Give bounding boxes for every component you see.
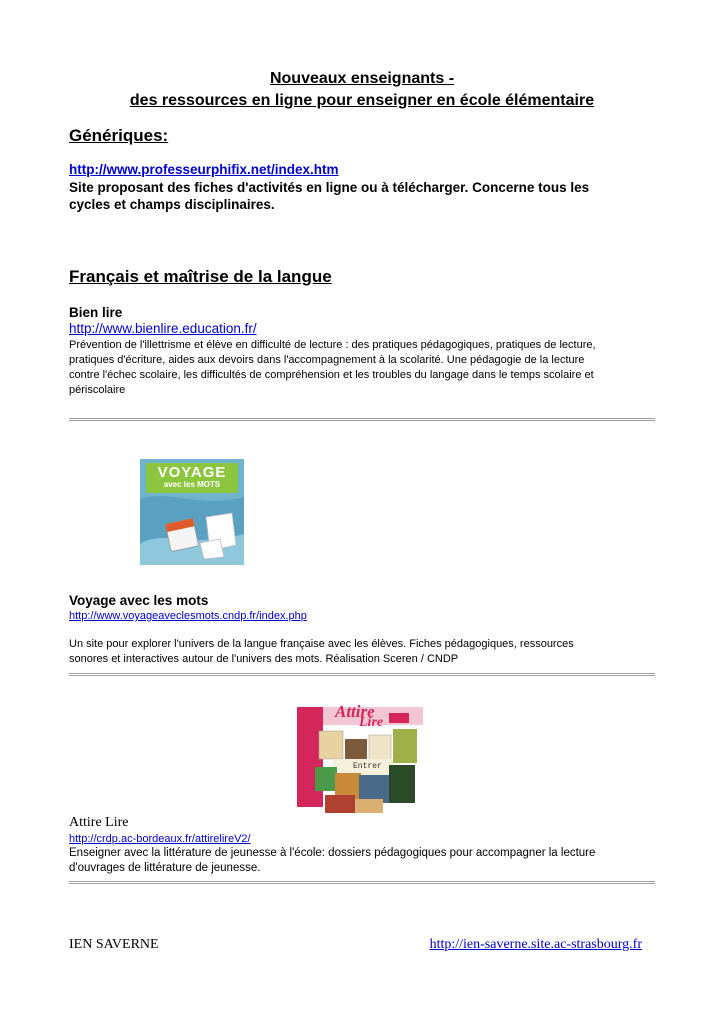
attire-desc-line-1: Enseigner avec la littérature de jeunesse à l'école: dossiers pédagogiques pour accompagner la lecture bbox=[69, 847, 596, 859]
bienlire-desc-line-4: périscolaire bbox=[69, 384, 126, 396]
footer-left-text: IEN SAVERNE bbox=[69, 937, 159, 952]
voyage-description bbox=[69, 637, 659, 667]
footer-site-link[interactable]: http://ien-saverne.site.ac-strasbourg.fr bbox=[429, 937, 642, 952]
attire-title: Attire Lire bbox=[69, 815, 129, 830]
bienlire-description bbox=[69, 338, 659, 398]
voyage-logo-subtitle: avec les MOTS bbox=[163, 480, 221, 489]
bienlire-desc-line-1: Prévention de l'illettrisme et élève en difficulté de lecture : des pratiques pédagogiques, pratiques de lecture, bbox=[69, 339, 596, 351]
attire-link[interactable]: http://crdp.ac-bordeaux.fr/attirelireV2/ bbox=[69, 833, 251, 845]
attire-logo-enter-button: Entrer bbox=[353, 762, 382, 771]
section-heading-francais: Français et maîtrise de la langue bbox=[69, 267, 332, 286]
section-heading-generiques: Génériques: bbox=[69, 126, 169, 145]
bienlire-link[interactable]: http://www.bienlire.education.fr/ bbox=[69, 321, 257, 336]
attire-logo-word-1: Attire bbox=[335, 702, 375, 721]
voyage-logo-title: VOYAGE bbox=[157, 464, 227, 481]
separator bbox=[69, 673, 655, 676]
separator bbox=[69, 881, 655, 884]
attire-logo-word-2: Lire bbox=[359, 715, 384, 730]
page-title-line-2: des ressources en ligne pour enseigner en école élémentaire bbox=[129, 92, 595, 109]
voyage-desc-line-2: sonores et interactives autour de l'univers des mots. Réalisation Sceren / CNDP bbox=[69, 653, 459, 665]
attire-lire-logo[interactable] bbox=[297, 703, 423, 816]
professeurphifix-link[interactable]: http://www.professeurphifix.net/index.htm bbox=[69, 162, 339, 177]
generiques-description-line-2: cycles et champs disciplinaires. bbox=[69, 197, 275, 212]
bienlire-desc-line-2: pratiques d'écriture, aides aux devoirs dans l'accompagnement à la scolarité. Une pédagogie de la lecture bbox=[69, 354, 585, 366]
voyage-title: Voyage avec les mots bbox=[69, 593, 209, 608]
bienlire-desc-line-3: contre l'échec scolaire, les difficultés de compréhension et les troubles du langage dans le temps scolaire et bbox=[69, 369, 594, 381]
voyage-link[interactable]: http://www.voyageaveclesmots.cndp.fr/index.php bbox=[69, 610, 307, 622]
page-title-line-1: Nouveaux enseignants - bbox=[269, 70, 455, 87]
bienlire-title: Bien lire bbox=[69, 305, 123, 320]
attire-description bbox=[69, 846, 659, 876]
separator bbox=[69, 418, 655, 421]
voyage-avec-les-mots-logo[interactable] bbox=[140, 459, 244, 565]
voyage-desc-line-1: Un site pour explorer l'univers de la langue française avec les élèves. Fiches pédagogiques, ressources bbox=[69, 638, 574, 650]
attire-desc-line-2: d'ouvrages de littérature de jeunesse. bbox=[69, 862, 261, 874]
generiques-description-line-1: Site proposant des fiches d'activités en ligne ou à télécharger. Concerne tous les bbox=[69, 180, 590, 195]
